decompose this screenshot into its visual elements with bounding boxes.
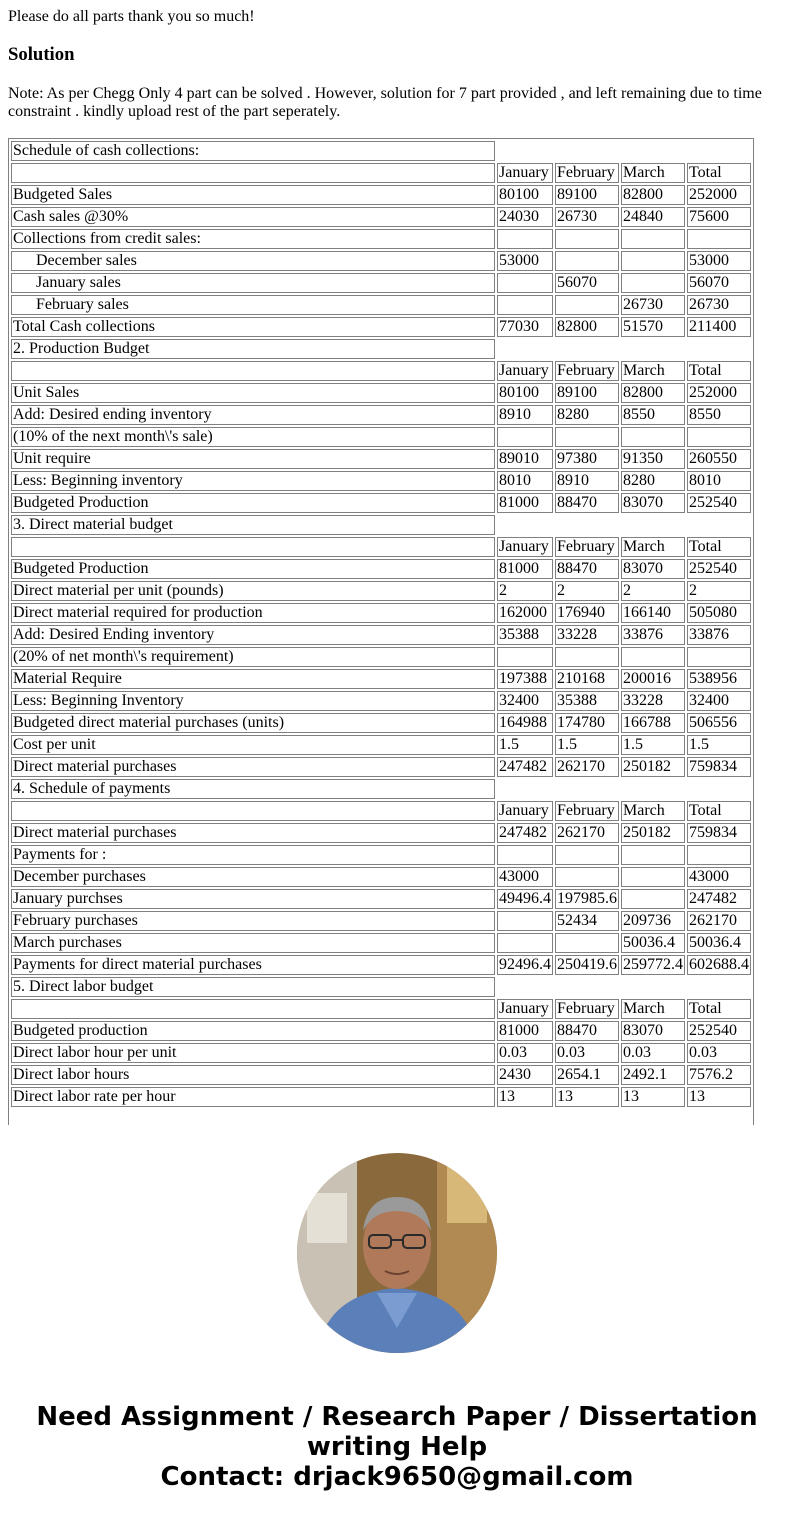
author-avatar: [297, 1153, 497, 1353]
row-label: Budgeted direct material purchases (units): [11, 713, 495, 733]
table-row: [11, 1065, 751, 1085]
value-cell: 24840: [621, 207, 685, 227]
table-row: [11, 867, 751, 887]
header-empty-cell: [11, 537, 495, 557]
value-cell: 2: [555, 581, 619, 601]
value-cell: 82800: [555, 317, 619, 337]
value-cell: 759834: [687, 823, 751, 843]
header-empty-cell: [11, 361, 495, 381]
value-cell: 33228: [555, 625, 619, 645]
table-row: [11, 845, 751, 865]
row-label: Budgeted production: [11, 1021, 495, 1041]
value-cell: [555, 251, 619, 271]
value-cell: 35388: [497, 625, 553, 645]
value-cell: 0.03: [497, 1043, 553, 1063]
row-label: Direct material purchases: [11, 823, 495, 843]
value-cell: [621, 229, 685, 249]
section-title-row: [11, 339, 751, 359]
column-header: March: [621, 163, 685, 183]
table-row: [11, 207, 751, 227]
row-label: (10% of the next month\'s sale): [11, 427, 495, 447]
value-cell: 91350: [621, 449, 685, 469]
value-cell: 13: [555, 1087, 619, 1107]
column-header: March: [621, 537, 685, 557]
value-cell: [497, 933, 553, 953]
header-empty-cell: [11, 163, 495, 183]
column-header: January: [497, 999, 553, 1019]
value-cell: 8280: [555, 405, 619, 425]
promo-footer: [0, 1402, 794, 1492]
value-cell: 8280: [621, 471, 685, 491]
column-header-row: [11, 537, 751, 557]
table-row: [11, 603, 751, 623]
table-row: [11, 625, 751, 645]
value-cell: 26730: [687, 295, 751, 315]
value-cell: [497, 911, 553, 931]
column-header-row: [11, 163, 751, 183]
row-label: Direct material per unit (pounds): [11, 581, 495, 601]
row-label: Cost per unit: [11, 735, 495, 755]
value-cell: 8910: [555, 471, 619, 491]
value-cell: 166788: [621, 713, 685, 733]
value-cell: 80100: [497, 185, 553, 205]
table-row: [11, 449, 751, 469]
value-cell: [621, 867, 685, 887]
value-cell: 13: [687, 1087, 751, 1107]
value-cell: 0.03: [621, 1043, 685, 1063]
value-cell: [555, 427, 619, 447]
row-label: Add: Desired Ending inventory: [11, 625, 495, 645]
column-header: February: [555, 537, 619, 557]
blank-cell: [497, 977, 751, 997]
section-title: 5. Direct labor budget: [11, 977, 495, 997]
value-cell: 252000: [687, 185, 751, 205]
row-label: Budgeted Sales: [11, 185, 495, 205]
column-header: March: [621, 361, 685, 381]
value-cell: [497, 295, 553, 315]
value-cell: 176940: [555, 603, 619, 623]
value-cell: 252540: [687, 493, 751, 513]
value-cell: 50036.4: [621, 933, 685, 953]
value-cell: 88470: [555, 1021, 619, 1041]
column-header: January: [497, 163, 553, 183]
table-row: [11, 911, 751, 931]
column-header: January: [497, 537, 553, 557]
row-label: Direct labor hours: [11, 1065, 495, 1085]
value-cell: 88470: [555, 559, 619, 579]
value-cell: 7576.2: [687, 1065, 751, 1085]
value-cell: 82800: [621, 383, 685, 403]
section-title: 4. Schedule of payments: [11, 779, 495, 799]
value-cell: 2492.1: [621, 1065, 685, 1085]
value-cell: 247482: [687, 889, 751, 909]
author-photo-icon: [297, 1153, 497, 1353]
value-cell: 2430: [497, 1065, 553, 1085]
value-cell: 83070: [621, 559, 685, 579]
value-cell: [687, 647, 751, 667]
table-row: [11, 405, 751, 425]
column-header: March: [621, 999, 685, 1019]
column-header: January: [497, 801, 553, 821]
value-cell: [497, 427, 553, 447]
row-label: (20% of net month\'s requirement): [11, 647, 495, 667]
value-cell: 174780: [555, 713, 619, 733]
blank-cell: [497, 779, 751, 799]
value-cell: 8010: [497, 471, 553, 491]
value-cell: 35388: [555, 691, 619, 711]
value-cell: 211400: [687, 317, 751, 337]
row-label: Total Cash collections: [11, 317, 495, 337]
value-cell: 1.5: [621, 735, 685, 755]
value-cell: 43000: [687, 867, 751, 887]
table-row: [11, 889, 751, 909]
value-cell: [555, 229, 619, 249]
value-cell: 51570: [621, 317, 685, 337]
value-cell: 75600: [687, 207, 751, 227]
column-header: Total: [687, 537, 751, 557]
value-cell: 89100: [555, 185, 619, 205]
table-row: [11, 955, 751, 975]
row-label: Material Require: [11, 669, 495, 689]
value-cell: 162000: [497, 603, 553, 623]
value-cell: 2: [497, 581, 553, 601]
value-cell: 49496.4: [499, 890, 551, 907]
blank-cell: [497, 141, 751, 161]
value-cell: 2654.1: [555, 1065, 619, 1085]
row-label: January purchses: [11, 889, 495, 909]
value-cell: 32400: [687, 691, 751, 711]
table-row: [11, 427, 751, 447]
section-title-row: [11, 977, 751, 997]
value-cell: [497, 273, 553, 293]
value-cell: 252000: [687, 383, 751, 403]
value-cell: 8910: [497, 405, 553, 425]
table-row: [11, 757, 751, 777]
section-title-row: [11, 779, 751, 799]
row-label: December purchases: [11, 867, 495, 887]
value-cell: 52434: [555, 911, 619, 931]
column-header: Total: [687, 163, 751, 183]
value-cell: [621, 845, 685, 865]
value-cell: [621, 427, 685, 447]
value-cell: 13: [497, 1087, 553, 1107]
value-cell: 210168: [555, 669, 619, 689]
row-label: Add: Desired ending inventory: [11, 405, 495, 425]
promo-line-1: Need Assignment / Research Paper / Dissertation: [36, 1402, 758, 1432]
table-row: [11, 735, 751, 755]
value-cell: 81000: [497, 1021, 553, 1041]
value-cell: 26730: [555, 207, 619, 227]
value-cell: 8010: [687, 471, 751, 491]
row-label: Less: Beginning Inventory: [11, 691, 495, 711]
solution-note: Note: As per Chegg Only 4 part can be solved . However, solution for 7 part provided , and left remaining due to time constraint . kindly upload rest of the part seperately.: [8, 85, 762, 120]
value-cell: [621, 647, 685, 667]
value-cell: [687, 845, 751, 865]
table-row: [11, 251, 751, 271]
row-label: Budgeted Production: [11, 493, 495, 513]
blank-cell: [497, 339, 751, 359]
section-title: 3. Direct material budget: [11, 515, 495, 535]
table-row: [11, 669, 751, 689]
row-label: February purchases: [11, 911, 495, 931]
value-cell: 1.5: [687, 735, 751, 755]
row-label: March purchases: [11, 933, 495, 953]
value-cell: 8550: [687, 405, 751, 425]
value-cell: 197388: [497, 669, 553, 689]
value-cell: [497, 845, 553, 865]
value-cell: 252540: [687, 559, 751, 579]
value-cell: 33876: [621, 625, 685, 645]
value-cell: 262170: [687, 911, 751, 931]
value-cell: 252540: [687, 1021, 751, 1041]
value-cell: 13: [621, 1087, 685, 1107]
value-cell: [555, 933, 619, 953]
table-row: [11, 647, 751, 667]
value-cell: [687, 427, 751, 447]
value-cell: 2: [687, 581, 751, 601]
value-cell: 259772.4: [623, 956, 683, 973]
value-cell: [497, 229, 553, 249]
table-row: [11, 713, 751, 733]
value-cell: 26730: [621, 295, 685, 315]
table-row: [11, 1087, 751, 1107]
value-cell: 56070: [687, 273, 751, 293]
column-header-row: [11, 361, 751, 381]
value-cell: 81000: [497, 493, 553, 513]
budget-table-container: [8, 138, 754, 1125]
row-label: Payments for :: [11, 845, 495, 865]
value-cell: 166140: [621, 603, 685, 623]
value-cell: 505080: [687, 603, 751, 623]
table-row: [11, 185, 751, 205]
value-cell: 209736: [621, 911, 685, 931]
value-cell: 50036.4: [687, 933, 751, 953]
column-header: February: [555, 999, 619, 1019]
value-cell: 1.5: [555, 735, 619, 755]
promo-contact: Contact: drjack9650@gmail.com: [160, 1462, 634, 1492]
value-cell: 250182: [621, 757, 685, 777]
table-row: [11, 317, 751, 337]
column-header: January: [497, 361, 553, 381]
row-label: Unit require: [11, 449, 495, 469]
header-empty-cell: [11, 801, 495, 821]
value-cell: 81000: [497, 559, 553, 579]
row-label: Payments for direct material purchases: [11, 955, 495, 975]
promo-line-2: writing Help: [306, 1432, 488, 1462]
value-cell: 8550: [621, 405, 685, 425]
table-row: [11, 559, 751, 579]
value-cell: 260550: [687, 449, 751, 469]
value-cell: 56070: [555, 273, 619, 293]
value-cell: 33876: [687, 625, 751, 645]
value-cell: 89010: [497, 449, 553, 469]
value-cell: 164988: [497, 713, 553, 733]
header-empty-cell: [11, 999, 495, 1019]
table-row: [11, 295, 751, 315]
column-header: March: [621, 801, 685, 821]
value-cell: 32400: [497, 691, 553, 711]
row-label: Budgeted Production: [11, 559, 495, 579]
row-label: Direct labor hour per unit: [11, 1043, 495, 1063]
question-text: Please do all parts thank you so much!: [8, 8, 255, 25]
value-cell: 250419.6: [557, 956, 617, 973]
value-cell: 759834: [687, 757, 751, 777]
value-cell: 0.03: [555, 1043, 619, 1063]
table-row: [11, 229, 751, 249]
column-header-row: [11, 801, 751, 821]
budget-table: [9, 139, 753, 1109]
column-header: Total: [687, 361, 751, 381]
value-cell: 80100: [497, 383, 553, 403]
value-cell: 247482: [497, 823, 553, 843]
value-cell: 602688.4: [689, 956, 749, 973]
value-cell: [555, 295, 619, 315]
value-cell: [621, 889, 685, 909]
value-cell: 200016: [621, 669, 685, 689]
column-header: February: [555, 801, 619, 821]
solution-heading: Solution: [8, 44, 75, 65]
row-label: Direct labor rate per hour: [11, 1087, 495, 1107]
value-cell: 83070: [621, 493, 685, 513]
section-title: Schedule of cash collections:: [11, 141, 495, 161]
value-cell: 250182: [621, 823, 685, 843]
table-row: [11, 933, 751, 953]
table-row: [11, 383, 751, 403]
row-label: Direct material purchases: [11, 757, 495, 777]
row-label: December sales: [11, 251, 495, 271]
column-header: Total: [687, 999, 751, 1019]
value-cell: 97380: [555, 449, 619, 469]
value-cell: 53000: [497, 251, 553, 271]
value-cell: 538956: [687, 669, 751, 689]
row-label: February sales: [11, 295, 495, 315]
value-cell: 82800: [621, 185, 685, 205]
table-row: [11, 1043, 751, 1063]
value-cell: 1.5: [497, 735, 553, 755]
value-cell: 262170: [555, 823, 619, 843]
row-label: Cash sales @30%: [11, 207, 495, 227]
table-row: [11, 581, 751, 601]
value-cell: 89100: [555, 383, 619, 403]
table-row: [11, 823, 751, 843]
value-cell: 33228: [621, 691, 685, 711]
column-header: Total: [687, 801, 751, 821]
table-row: [11, 471, 751, 491]
column-header: February: [555, 361, 619, 381]
value-cell: [687, 229, 751, 249]
value-cell: 197985.6: [557, 890, 617, 907]
table-row: [11, 1021, 751, 1041]
value-cell: 247482: [497, 757, 553, 777]
table-row: [11, 493, 751, 513]
value-cell: [497, 647, 553, 667]
value-cell: 53000: [687, 251, 751, 271]
value-cell: 92496.4: [499, 956, 551, 973]
value-cell: 0.03: [687, 1043, 751, 1063]
value-cell: [621, 273, 685, 293]
section-title-row: [11, 141, 751, 161]
row-label: Collections from credit sales:: [11, 229, 495, 249]
section-title: 2. Production Budget: [11, 339, 495, 359]
value-cell: [555, 647, 619, 667]
value-cell: [555, 867, 619, 887]
section-title-row: [11, 515, 751, 535]
value-cell: 24030: [497, 207, 553, 227]
value-cell: 88470: [555, 493, 619, 513]
value-cell: 43000: [497, 867, 553, 887]
row-label: Unit Sales: [11, 383, 495, 403]
column-header-row: [11, 999, 751, 1019]
value-cell: 77030: [497, 317, 553, 337]
row-label: Direct material required for production: [11, 603, 495, 623]
value-cell: [555, 845, 619, 865]
value-cell: [621, 251, 685, 271]
column-header: February: [555, 163, 619, 183]
table-row: [11, 273, 751, 293]
row-label: Less: Beginning inventory: [11, 471, 495, 491]
value-cell: 83070: [621, 1021, 685, 1041]
blank-cell: [497, 515, 751, 535]
value-cell: 262170: [555, 757, 619, 777]
value-cell: 2: [621, 581, 685, 601]
table-row: [11, 691, 751, 711]
row-label: January sales: [11, 273, 495, 293]
value-cell: 506556: [687, 713, 751, 733]
